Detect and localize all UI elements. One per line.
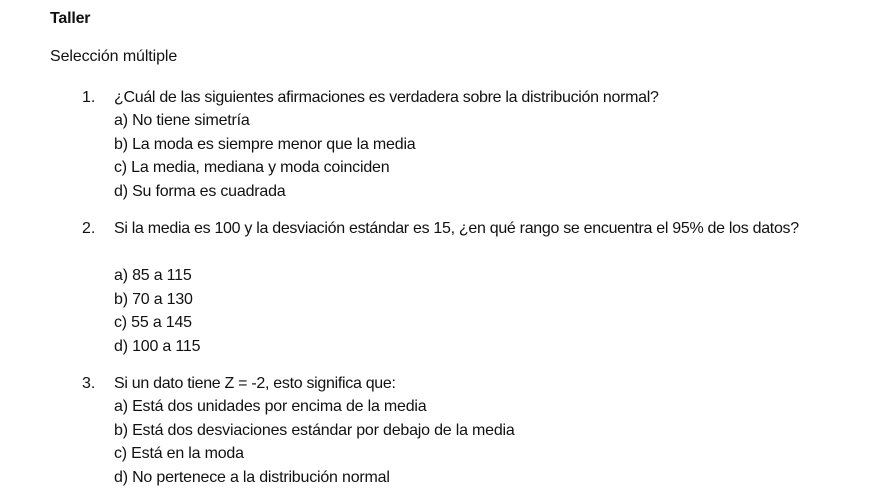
option-c: c) Está en la moda	[114, 445, 244, 462]
option-b: b) La moda es siempre menor que la media	[114, 135, 416, 153]
option-c: c) 55 a 145	[114, 314, 192, 331]
options-list	[114, 395, 515, 489]
question-number: 3.	[82, 375, 96, 392]
option-d: d) Su forma es cuadrada	[114, 182, 286, 200]
question-text: Si un dato tiene Z = -2, esto significa que:	[114, 375, 396, 392]
option-d: d) No pertenece a la distribución normal	[114, 468, 390, 486]
option-a: a) 85 a 115	[114, 267, 192, 284]
options-list	[114, 264, 200, 358]
question-number: 2.	[82, 220, 96, 237]
section-heading: Selección múltiple	[50, 48, 178, 65]
option-b: b) Está dos desviaciones estándar por debajo de la media	[114, 421, 515, 439]
options-list	[114, 109, 416, 203]
option-a: a) Está dos unidades por encima de la media	[114, 398, 427, 415]
question-text: Si la media es 100 y la desviación estándar es 15, ¿en qué rango se encuentra el 95% de los datos?	[114, 220, 799, 237]
option-d: d) 100 a 115	[114, 337, 201, 355]
option-c: c) La media, mediana y moda coinciden	[114, 159, 390, 176]
option-b: b) 70 a 130	[114, 290, 193, 308]
option-a: a) No tiene simetría	[114, 112, 250, 129]
question-text: ¿Cuál de las siguientes afirmaciones es verdadera sobre la distribución normal?	[114, 89, 659, 106]
page-title: Taller	[50, 10, 91, 27]
question-number: 1.	[82, 89, 96, 106]
